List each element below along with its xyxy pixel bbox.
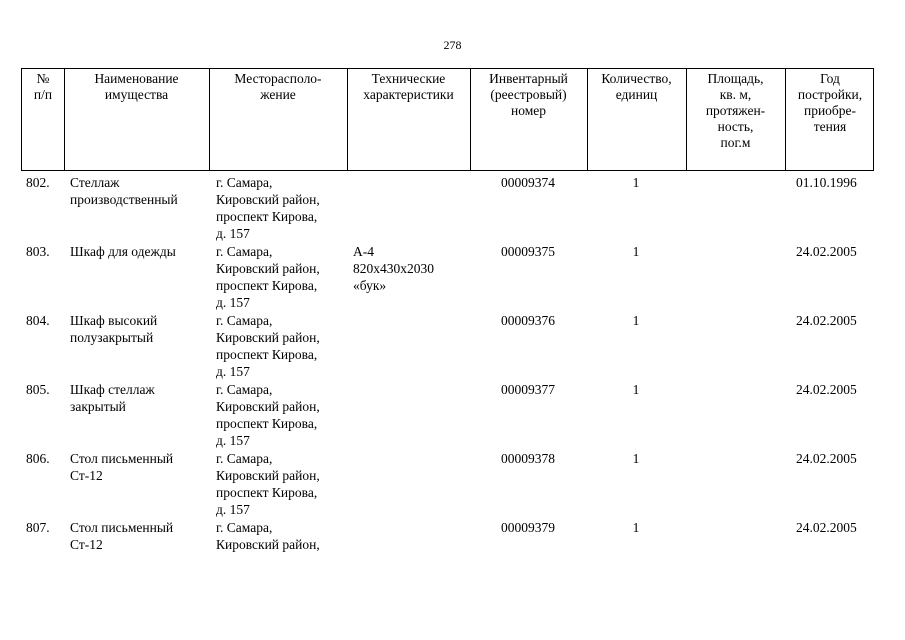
row-num: 803. — [26, 244, 50, 259]
header-tech: Технические характеристики — [363, 71, 454, 102]
header-year: Год постройки, приобре- тения — [797, 71, 863, 134]
row-num: 805. — [26, 382, 50, 397]
row-tech: А-4 820х430х2030 «бук» — [353, 244, 434, 293]
header-area: Площадь, кв. м, протяжен- ность, пог.м — [705, 71, 766, 150]
row-inventory: 00009378 — [501, 451, 555, 466]
row-location: г. Самара, Кировский район, проспект Кирова, д. 157 — [216, 451, 320, 517]
row-inventory: 00009377 — [501, 382, 555, 397]
row-inventory: 00009375 — [501, 244, 555, 259]
row-location: г. Самара, Кировский район, проспект Кирова, д. 157 — [216, 313, 320, 379]
header-location: Месторасполо- жение — [234, 71, 322, 102]
table-header — [21, 68, 874, 171]
row-location: г. Самара, Кировский район, проспект Кирова, д. 157 — [216, 382, 320, 448]
row-name: Стеллаж производственный — [70, 175, 178, 207]
row-name: Стол письменный Ст-12 — [70, 451, 174, 483]
row-quantity: 1 — [632, 175, 640, 190]
row-inventory: 00009374 — [501, 175, 555, 190]
row-date: 01.10.1996 — [796, 175, 857, 190]
row-name: Шкаф стеллаж закрытый — [70, 382, 155, 414]
row-num: 806. — [26, 451, 50, 466]
row-date: 24.02.2005 — [796, 313, 857, 328]
row-quantity: 1 — [632, 313, 640, 328]
row-quantity: 1 — [632, 520, 640, 535]
row-num: 802. — [26, 175, 50, 190]
header-quantity: Количество, единиц — [601, 71, 672, 102]
row-name: Шкаф высокий полузакрытый — [70, 313, 158, 345]
row-inventory: 00009379 — [501, 520, 555, 535]
row-date: 24.02.2005 — [796, 244, 857, 259]
header-num: № п/п — [33, 71, 53, 102]
header-name: Наименование имущества — [94, 71, 179, 102]
row-name: Стол письменный Ст-12 — [70, 520, 174, 552]
row-num: 807. — [26, 520, 50, 535]
row-quantity: 1 — [632, 382, 640, 397]
row-num: 804. — [26, 313, 50, 328]
header-inventory: Инвентарный (реестровый) номер — [489, 71, 568, 118]
row-date: 24.02.2005 — [796, 520, 857, 535]
row-date: 24.02.2005 — [796, 451, 857, 466]
row-location: г. Самара, Кировский район, — [216, 520, 320, 552]
row-name: Шкаф для одежды — [70, 244, 176, 259]
row-quantity: 1 — [632, 244, 640, 259]
row-quantity: 1 — [632, 451, 640, 466]
row-inventory: 00009376 — [501, 313, 555, 328]
page-number: 278 — [443, 38, 462, 52]
row-location: г. Самара, Кировский район, проспект Кирова, д. 157 — [216, 244, 320, 310]
row-location: г. Самара, Кировский район, проспект Кирова, д. 157 — [216, 175, 320, 241]
row-date: 24.02.2005 — [796, 382, 857, 397]
